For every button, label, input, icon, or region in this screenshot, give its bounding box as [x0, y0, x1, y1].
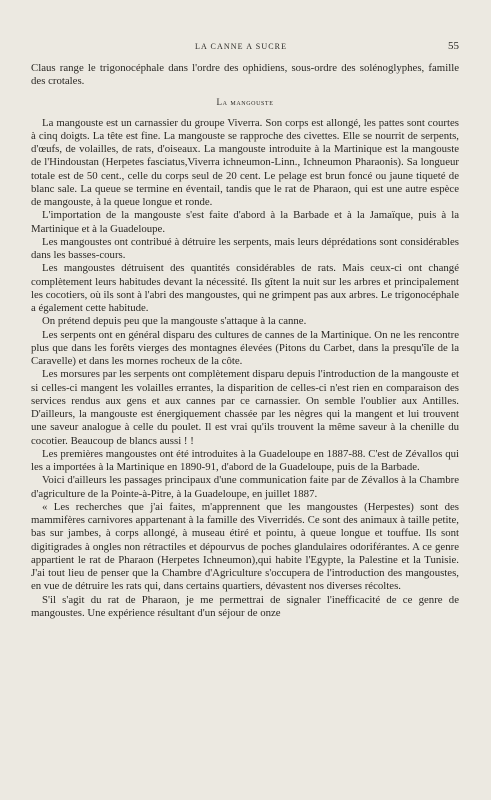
- intro-paragraph: Claus range le trigonocéphale dans l'ordre des ophidiens, sous-ordre des solénoglyphes, famille des crotales.: [31, 62, 459, 88]
- page-number: 55: [448, 40, 459, 52]
- paragraph: Les serpents ont en général disparu des cultures de cannes de la Martinique. On ne les rencontre plus que dans les forêts vierges des montagnes élevées (Pitons du Carbet, dans la presqu'île de la Caravelle) et dans les mornes rocheux de la côte.: [31, 328, 459, 367]
- paragraph: « Les recherches que j'ai faites, m'apprennent que les mangoustes (Herpestes) sont des mammifères carnivores appartenant à la famille des Viverridés. Ce sont des animaux à taille petite, bas sur jambes, à corps allongé, à museau étiré et pointu, à queue longue et touffue. Ils sont digitigrades à ongles non rétractiles et dépourvus de poches glandulaires odoriférantes. A ce genre appartient le rat de Pharaon (Herpetes Ichneumon),qui habite l'Egypte, la Palestine et la Tunisie. J'ai tout lieu de penser que la Chambre d'Agriculture s'occupera de l'introduction des mangoustes, en vue de détruire les rats qui, dans certains quartiers, dévastent nos diverses récoltes.: [31, 500, 459, 593]
- paragraph: L'importation de la mangouste s'est faite d'abord à la Barbade et à la Jamaïque, puis à la Martinique et à la Guadeloupe.: [31, 209, 459, 235]
- paragraph: Voici d'ailleurs les passages principaux d'une communication faite par de Zévallos à la Chambre d'agriculture de la Pointe-à-Pitre, à la Guadeloupe, en juillet 1887.: [31, 474, 459, 500]
- section-title: La mangouste: [216, 96, 274, 107]
- paragraph: Les premières mangoustes ont été introduites à la Guadeloupe en 1887-88. C'est de Zévallos qui les a importées à la Martinique en 1890-91, d'abord de la Guadeloupe, puis de la Barbade.: [31, 447, 459, 473]
- page-header: [31, 40, 459, 52]
- paragraph: Les mangoustes détruisent des quantités considérables de rats. Mais ceux-ci ont changé complètement leurs habitudes devant la nécessité. Ils gîtent la nuit sur les arbres et principalement les cocotiers, où ils sont à l'abri des mangoustes, qui ne grimpent pas aux arbres. Le trigonocéphale a également cette habitude.: [31, 262, 460, 314]
- paragraph: S'il s'agit du rat de Pharaon, je me permettrai de signaler l'inefficacité de ce genre de mangoustes. Une expérience résultant d'un séjour de onze: [31, 593, 459, 619]
- body-text: [31, 62, 459, 620]
- running-head: LA CANNE A SUCRE: [195, 42, 288, 51]
- paragraph: On prétend depuis peu que la mangouste s'attaque à la canne.: [42, 315, 307, 328]
- paragraph: Les mangoustes ont contribué à détruire les serpents, mais leurs déprédations sont considérables dans les basses-cours.: [31, 235, 459, 261]
- paragraph: La mangouste est un carnassier du groupe Viverra. Son corps est allongé, les pattes sont courtes à cinq doigts. La tête est fine. La mangouste se rapproche des civettes. Elle se nourrit de serpents, d'œufs, de volailles, de rats, d'oiseaux. La mangouste introduite à la Martinique est la mangouste de l'Hindoustan (Herpetes fasciatus,Viverra ichneumon-Linn., Ichneumon Pharaonis). Sa longueur totale est de 50 cent., celle du corps seul de 20 cent. Le pelage est brun foncé ou jaune tiqueté de blanc sale. La queue se termine en éventail, tandis que le rat de Pharaon, qui est une autre espèce de mangouste, à la queue longue et ronde.: [31, 116, 459, 208]
- paragraph: Les morsures par les serpents ont complètement disparu depuis l'introduction de la mangouste et si celles-ci mangent les volailles errantes, la disparition de celles-ci n'est rien en comparaison des services rendus aux gens et aux cannes par ce carnassier. On semble l'oublier aux Antilles. D'ailleurs, la mangouste est énergiquement chassée par les nègres qui la mangent et lui trouvent une saveur analogue à celle du poulet. Il est vrai qu'ils trouvent la même saveur à la chenille du cocotier. Beaucoup de blancs aussi ! !: [31, 368, 459, 447]
